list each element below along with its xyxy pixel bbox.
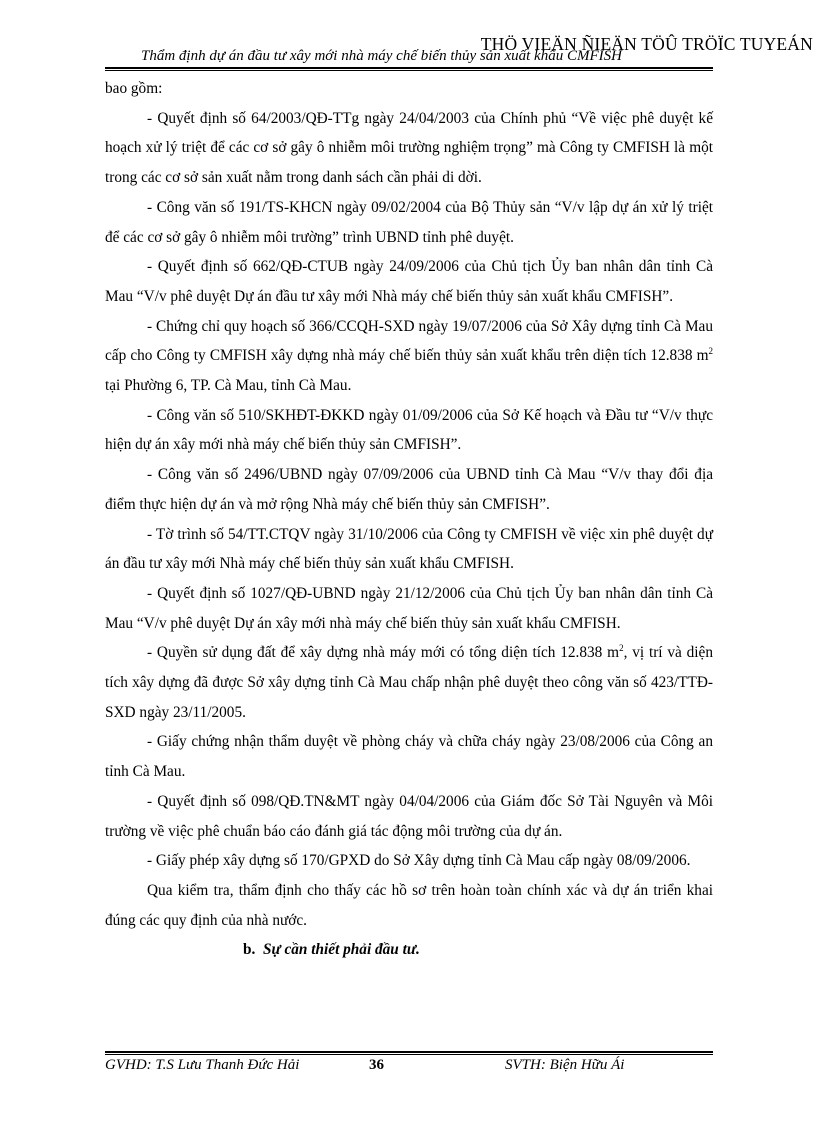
section-title: Sự cần thiết phải đầu tư.: [263, 941, 420, 959]
superscript: 2: [708, 346, 713, 357]
list-item: - Giấy phép xây dựng số 170/GPXD do Sở Xây dựng tỉnh Cà Mau cấp ngày 08/09/2006.: [147, 852, 691, 870]
list-item: - Quyết định số 098/QĐ.TN&MT ngày 04/04/2006 của Giám đốc Sở Tài Nguyên và Môi trường về việc phê chuẩn báo cáo đánh giá tác động môi trường của dự án.: [105, 792, 713, 840]
header-title: Thẩm định dự án đầu tư xây mới nhà máy chế biến thủy sản xuất khẩu CMFISH: [141, 48, 622, 64]
header-rule-thin: [105, 70, 713, 71]
intro-text: bao gồm:: [105, 80, 163, 97]
list-item: - Tờ trình số 54/TT.CTQV ngày 31/10/2006 của Công ty CMFISH về việc xin phê duyệt dự án đầu tư xây mới Nhà máy chế biến thủy sản xuất khẩu CMFISH.: [105, 525, 713, 573]
list-item-text: , vị trí và diện tích xây dựng đã được Sở xây dựng tỉnh Cà Mau chấp nhận phê duyệt theo công văn số 423/TTĐ-SXD ngày 23/11/2005.: [105, 644, 713, 721]
list-item: - Công văn số 510/SKHĐT-ĐKKD ngày 01/09/2006 của Sở Kế hoạch và Đầu tư “V/v thực hiện dự án xây mới nhà máy chế biến thủy sản CMFISH”.: [105, 406, 713, 454]
advisor-name: GVHD: T.S Lưu Thanh Đức Hải: [105, 1057, 300, 1073]
watermark-text: THÖ VIEÄN ÑIEÄN TÖÛ TRÖÏC TUYEÁN: [480, 34, 813, 54]
list-item-text: tại Phường 6, TP. Cà Mau, tỉnh Cà Mau.: [105, 377, 352, 395]
list-item-text: - Chứng chỉ quy hoạch số 366/CCQH-SXD ngày 19/07/2006 của Sở Xây dựng tỉnh Cà Mau cấp cho Công ty CMFISH xây dựng nhà máy chế biến thủy sản xuất khẩu trên diện tích 12.838 m: [105, 317, 713, 365]
list-item: - Giấy chứng nhận thẩm duyệt về phòng cháy và chữa cháy ngày 23/08/2006 của Công an tỉnh Cà Mau.: [105, 733, 713, 781]
list-item: - Quyết định số 64/2003/QĐ-TTg ngày 24/04/2003 của Chính phủ “Về việc phê duyệt kế hoạch xử lý triệt để các cơ sở gây ô nhiễm môi trường nghiệm trọng” mà Công ty CMFISH là một trong các cơ sở sản xuất nằm trong danh sách cần phải di dời.: [105, 109, 713, 187]
list-item: [105, 312, 713, 401]
page-footer: [105, 1051, 713, 1081]
list-item: - Quyết định số 1027/QĐ-UBND ngày 21/12/2006 của Chủ tịch Ủy ban nhân dân tỉnh Cà Mau “V/v phê duyệt Dự án xây mới nhà máy chế biến thủy sản xuất khẩu CMFISH.: [105, 584, 713, 632]
document-body: [105, 74, 713, 965]
page-header: [105, 30, 813, 70]
list-item: [105, 638, 713, 727]
section-heading: [105, 935, 713, 965]
superscript: 2: [619, 643, 624, 654]
footer-rule: [105, 1051, 713, 1053]
page-number: 36: [369, 1057, 384, 1073]
list-item-text: - Quyền sử dụng đất để xây dựng nhà máy mới có tổng diện tích 12.838 m: [147, 644, 620, 662]
list-item: - Quyết định số 662/QĐ-CTUB ngày 24/09/2006 của Chủ tịch Ủy ban nhân dân tỉnh Cà Mau “V/v phê duyệt Dự án đầu tư xây mới Nhà máy chế biến thủy sản xuất khẩu CMFISH”.: [105, 258, 713, 305]
header-rule: [105, 67, 713, 69]
list-item: - Công văn số 191/TS-KHCN ngày 09/02/2004 của Bộ Thủy sản “V/v lập dự án xử lý triệt để các cơ sở gây ô nhiễm môi trường” trình UBND tỉnh phê duyệt.: [105, 198, 713, 246]
student-name: SVTH: Biện Hữu Ái: [505, 1057, 625, 1073]
footer-rule-thin: [105, 1054, 713, 1055]
list-item: - Công văn số 2496/UBND ngày 07/09/2006 của UBND tỉnh Cà Mau “V/v thay đổi địa điểm thực hiện dự án và mở rộng Nhà máy chế biến thủy sản CMFISH”.: [105, 466, 713, 513]
conclusion-text: Qua kiểm tra, thẩm định cho thấy các hồ sơ trên hoàn toàn chính xác và dự án triển khai đúng các quy định của nhà nước.: [105, 881, 713, 929]
section-label: b.: [243, 941, 256, 959]
